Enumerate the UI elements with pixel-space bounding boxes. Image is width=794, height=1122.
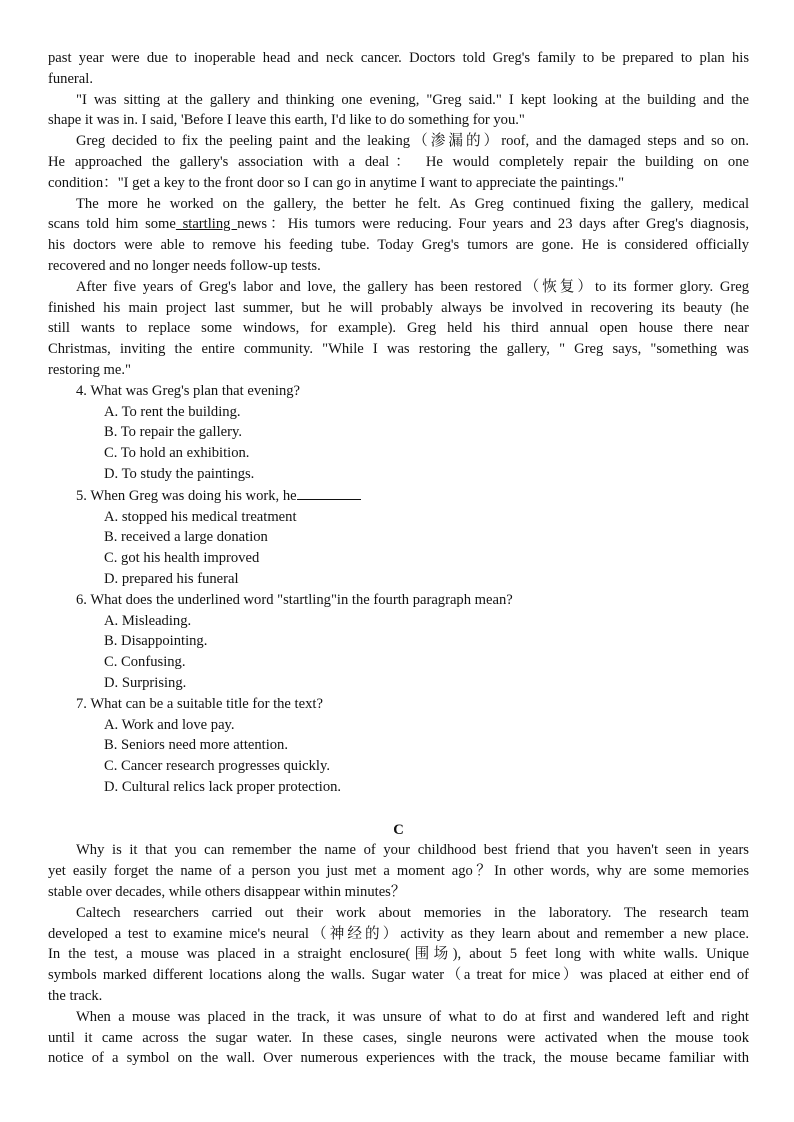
text-line: his doctors were able to remove his feeding tube. Today Greg's tumors are gone. He is considered officially — [48, 237, 749, 254]
question-7 — [48, 694, 749, 798]
answer-option: C. got his health improved — [104, 550, 260, 567]
text-line: funeral. — [48, 70, 93, 87]
answer-option: A. stopped his medical treatment — [104, 508, 297, 525]
text-segment: news：His tumors were reducing. Four years and 23 days after Greg's diagnosis, — [237, 216, 749, 233]
answer-option: B. received a large donation — [104, 529, 268, 546]
text-line: "I was sitting at the gallery and thinking one evening, "Greg said." I kept looking at the building and the — [76, 91, 749, 108]
text-line: past year were due to inoperable head and neck cancer. Doctors told Greg's family to be prepared to plan his — [48, 50, 749, 66]
answer-option: D. prepared his funeral — [104, 570, 239, 587]
text-line: Greg decided to fix the peeling paint and the leaking（渗漏的）roof, and the damaged steps and so on. — [76, 133, 749, 150]
answer-option: C. Confusing. — [104, 654, 186, 671]
text-line: finished his main project last summer, but he will probably always be involved in recovering its beauty (he — [48, 299, 749, 316]
document-page — [48, 48, 749, 1069]
answer-option: A. Misleading. — [104, 612, 192, 629]
text-line: stable over decades, while others disappear within minutes？ — [48, 884, 406, 901]
question-stem: 7. What can be a suitable title for the text? — [76, 695, 323, 712]
answer-option: D. To study the paintings. — [104, 465, 255, 482]
text-line: Caltech researchers carried out their work about memories in the laboratory. The research team — [76, 904, 749, 921]
text-line: restoring me." — [48, 361, 131, 378]
text-line: shape it was in. I said, 'Before I leave this earth, I'd like to do something for you." — [48, 112, 525, 129]
text-line: yet easily forget the name of a person you just met a moment ago？In other words, why are some memories — [48, 863, 749, 880]
text-line: until it came across the sugar water. In these cases, single neurons were activated when the mouse took — [48, 1029, 749, 1046]
text-line: still wants to replace some windows, for example). Greg held his third annual open house there near — [48, 320, 749, 337]
answer-option: B. Seniors need more attention. — [104, 737, 289, 754]
section-heading: C — [393, 821, 404, 838]
paragraph — [48, 48, 749, 90]
paragraph — [48, 90, 749, 132]
answer-option: D. Surprising. — [104, 674, 187, 691]
paragraph — [48, 1007, 749, 1069]
question-4 — [48, 381, 749, 485]
answer-option: A. Work and love pay. — [104, 716, 235, 733]
text-line: developed a test to examine mice's neural（神经的）activity as they learn about and remember a new place. — [48, 925, 749, 942]
text-line: The more he worked on the gallery, the better he felt. As Greg continued fixing the gallery, medical — [76, 195, 749, 212]
answer-option: D. Cultural relics lack proper protection. — [104, 778, 342, 795]
paragraph — [48, 277, 749, 381]
text-line — [48, 214, 749, 235]
text-line: Why is it that you can remember the name of your childhood best friend that you haven't seen in years — [76, 842, 749, 859]
answer-blank — [297, 485, 361, 500]
text-line: When a mouse was placed in the track, it was unsure of what to do at first and wandered left and right — [76, 1008, 749, 1025]
text-line: symbols marked different locations along the walls. Sugar water（a treat for mice）was placed at either end of — [48, 967, 749, 984]
question-stem: 6. What does the underlined word "startling"in the fourth paragraph mean? — [76, 591, 513, 608]
paragraph — [48, 840, 749, 902]
text-line: condition："I get a key to the front door so I can go in anytime I want to appreciate the paintings." — [48, 174, 625, 191]
question-stem — [76, 485, 749, 507]
answer-option: C. Cancer research progresses quickly. — [104, 758, 330, 775]
text-line: In the test, a mouse was placed in a straight enclosure(围场), about 5 feet long with white walls. Unique — [48, 946, 749, 963]
underlined-word: startling — [175, 216, 238, 233]
paragraph — [48, 194, 749, 277]
answer-option: B. To repair the gallery. — [104, 424, 242, 441]
text-line: Christmas, inviting the entire community. "While I was restoring the gallery, " Greg says, "something was — [48, 341, 749, 358]
text-line: After five years of Greg's labor and love, the gallery has been restored（恢复）to its former glory. Greg — [76, 278, 749, 295]
answer-option: C. To hold an exhibition. — [104, 445, 250, 462]
question-6 — [48, 590, 749, 694]
paragraph — [48, 903, 749, 1007]
text-line: recovered and no longer needs follow-up tests. — [48, 257, 321, 274]
text-line: He approached the gallery's association with a deal： He would completely repair the building on one — [48, 153, 749, 170]
question-5 — [48, 485, 749, 590]
text-line: the track. — [48, 988, 103, 1005]
paragraph — [48, 131, 749, 193]
answer-option: B. Disappointing. — [104, 633, 208, 650]
answer-option: A. To rent the building. — [104, 403, 241, 420]
text-line: notice of a symbol on the wall. Over numerous experiences with the track, the mouse became familiar with — [48, 1050, 749, 1067]
question-stem: 4. What was Greg's plan that evening? — [76, 382, 301, 399]
text-segment: scans told him some — [48, 216, 176, 233]
question-text: 5. When Greg was doing his work, he — [76, 487, 297, 504]
